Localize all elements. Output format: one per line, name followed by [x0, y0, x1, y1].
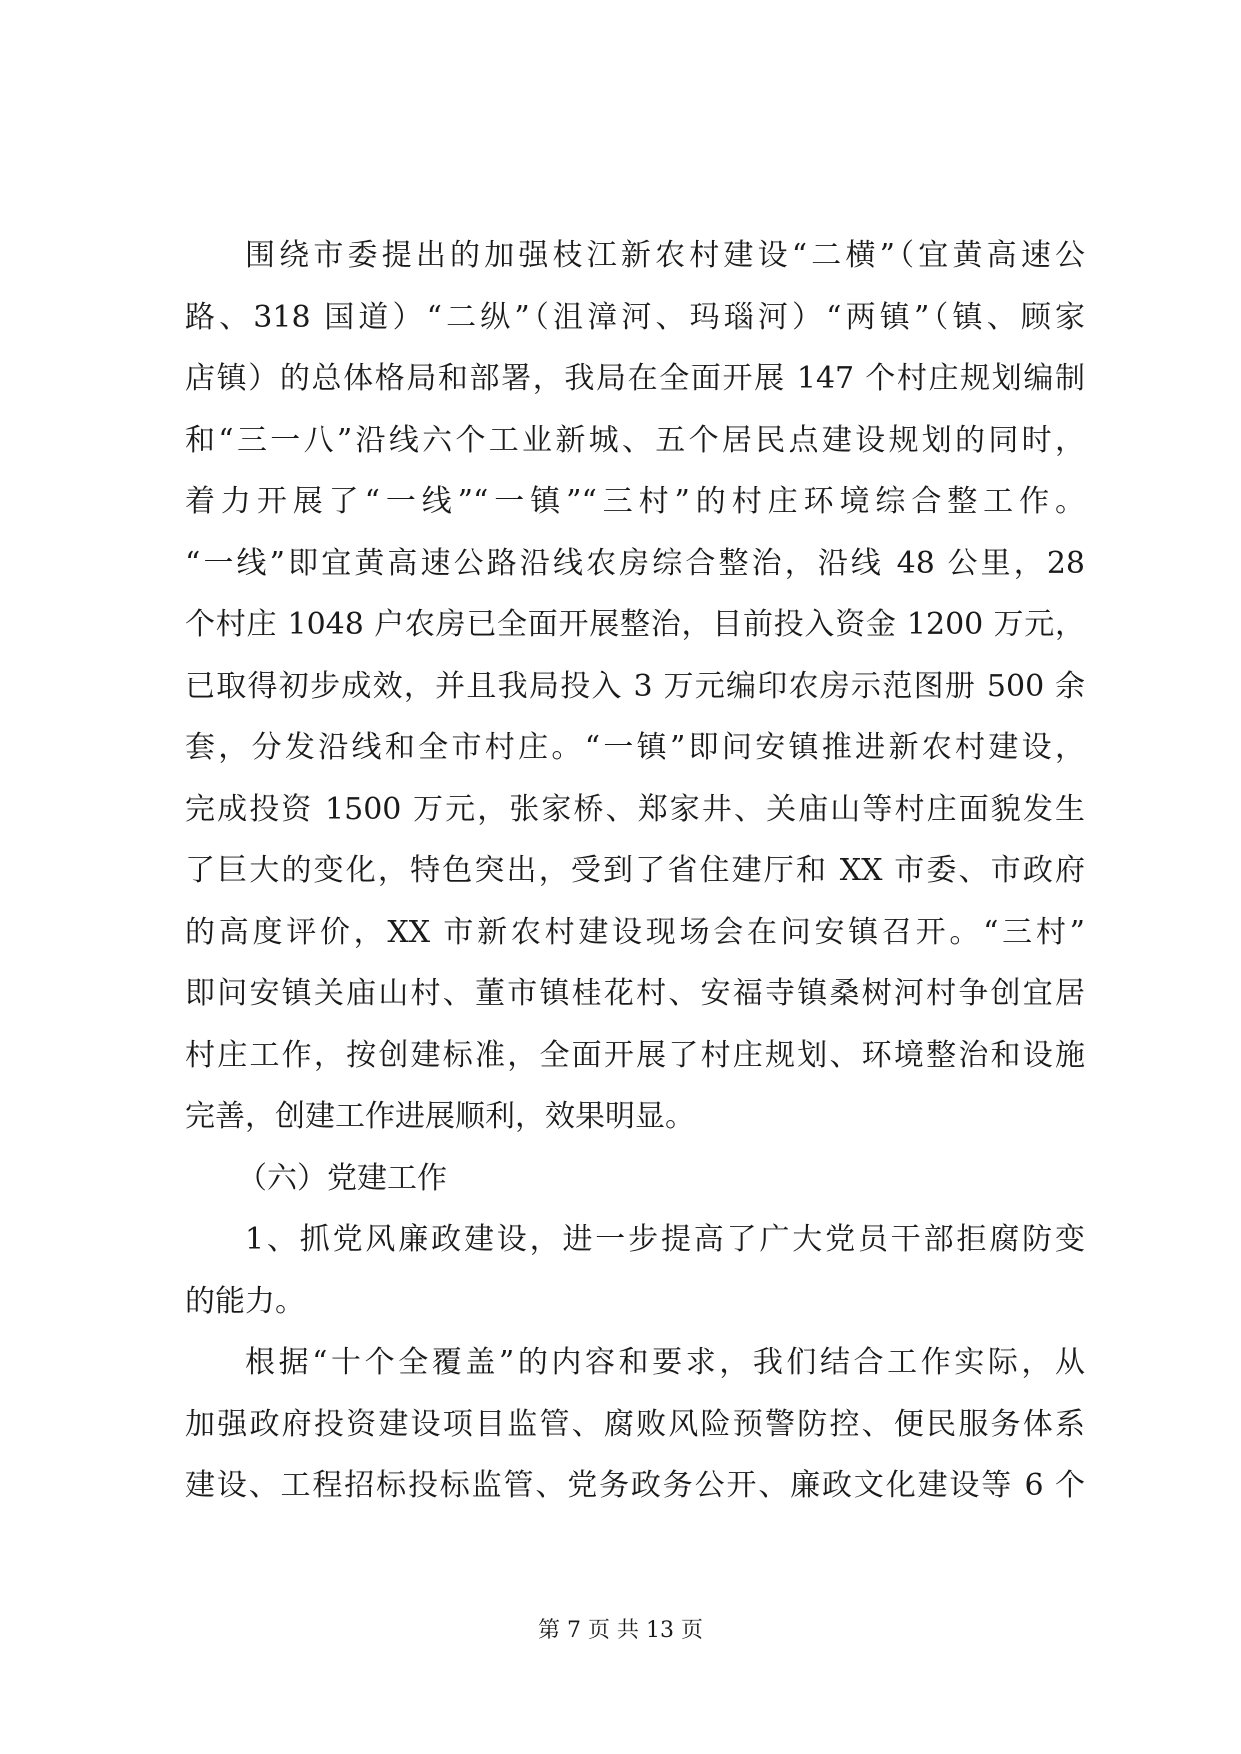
subsection-heading-line: 的能力。 — [185, 1283, 305, 1319]
paragraph-line: 店镇）的总体格局和部署，我局在全面开展 147 个村庄规划编制 — [185, 361, 1085, 396]
paragraph-line: 路、318 国道）“二纵”（沮漳河、玛瑙河）“两镇”（镇、顾家 — [185, 299, 1085, 335]
paragraph-line: 加强政府投资建设项目监管、腐败风险预警防控、便民服务体系 — [185, 1406, 1085, 1442]
paragraph-line: 和“三一八”沿线六个工业新城、五个居民点建设规划的同时， — [185, 422, 1085, 458]
paragraph-line: “一线”即宜黄高速公路沿线农房综合整治，沿线 48 公里，28 — [185, 545, 1085, 581]
body-text — [185, 225, 1085, 1517]
page-number-footer: 第 7 页 共 13 页 — [538, 1618, 703, 1643]
paragraph-line: 完善，创建工作进展顺利，效果明显。 — [185, 1099, 695, 1134]
paragraph-line: 了巨大的变化，特色突出，受到了省住建厅和 XX 市委、市政府 — [185, 853, 1085, 888]
paragraph-line: 的高度评价，XX 市新农村建设现场会在问安镇召开。“三村” — [185, 914, 1085, 950]
paragraph-line: 个村庄 1048 户农房已全面开展整治，目前投入资金 1200 万元， — [185, 607, 1085, 642]
paragraph-line: 根据“十个全覆盖”的内容和要求，我们结合工作实际，从 — [245, 1345, 1085, 1380]
subsection-heading-line: 1、抓党风廉政建设，进一步提高了广大党员干部拒腐防变 — [245, 1222, 1085, 1257]
paragraph-line: 已取得初步成效，并且我局投入 3 万元编印农房示范图册 500 余 — [185, 668, 1085, 704]
paragraph-line: 着力开展了“一线”“一镇”“三村”的村庄环境综合整工作。 — [185, 484, 1085, 519]
paragraph-line: 即问安镇关庙山村、董市镇桂花村、安福寺镇桑树河村争创宜居 — [185, 976, 1085, 1011]
section-heading: （六）党建工作 — [237, 1160, 447, 1196]
paragraph-line: 套，分发沿线和全市村庄。“一镇”即问安镇推进新农村建设， — [185, 730, 1085, 765]
paragraph-line: 村庄工作，按创建标准，全面开展了村庄规划、环境整治和设施 — [185, 1037, 1085, 1073]
paragraph-line: 围绕市委提出的加强枝江新农村建设“二横”（宜黄高速公 — [245, 238, 1085, 273]
paragraph-line: 建设、工程招标投标监管、党务政务公开、廉政文化建设等 6 个 — [185, 1468, 1085, 1503]
paragraph-line: 完成投资 1500 万元，张家桥、郑家井、关庙山等村庄面貌发生 — [185, 791, 1085, 827]
